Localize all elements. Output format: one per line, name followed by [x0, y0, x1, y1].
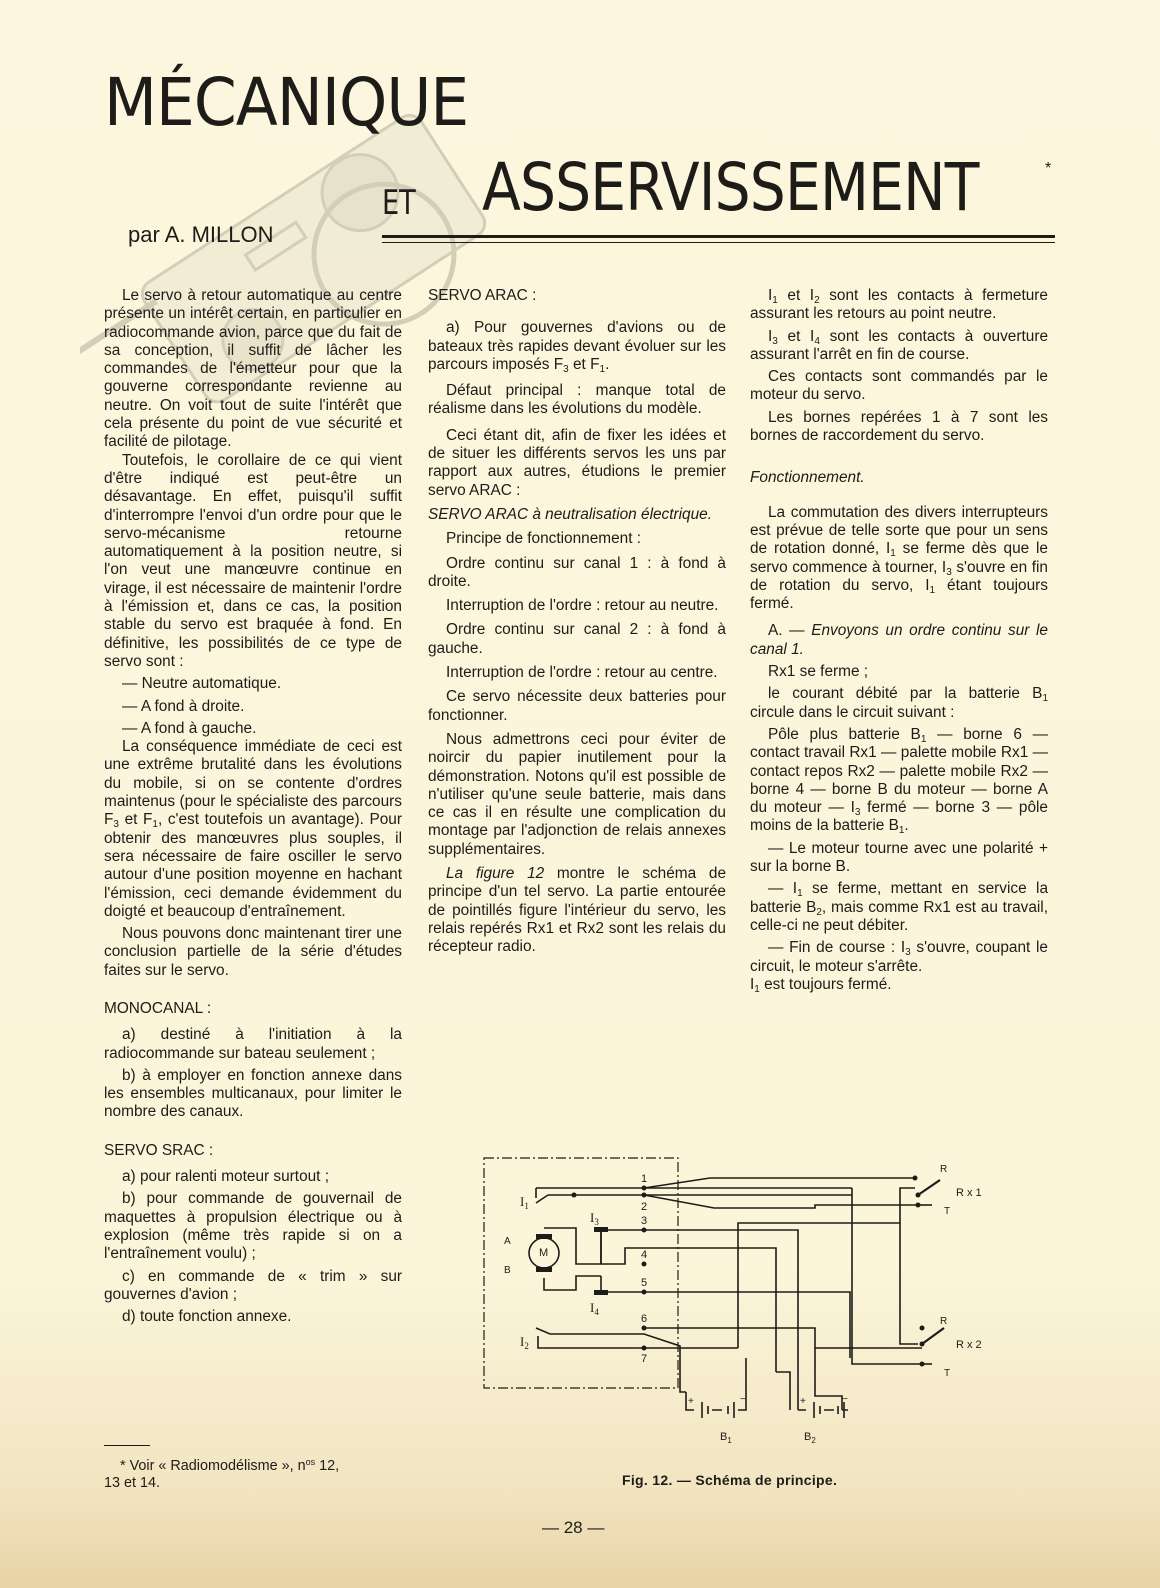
label-motor-m: M — [539, 1247, 549, 1259]
wire-b1-minus — [776, 1372, 790, 1410]
paragraph: le courant débité par la batterie $B_1$ circule dans le circuit suivant : — [750, 685, 1048, 721]
label-i2: $I_2$ — [520, 1334, 529, 1351]
list-item: — A fond à gauche. — [122, 719, 257, 737]
relay-rx2-label: R x 2 — [956, 1339, 982, 1351]
title-conjunction: ET — [382, 183, 416, 223]
servo-boundary — [484, 1158, 678, 1388]
label-i3: $I_3$ — [590, 1210, 599, 1227]
contact-i4 — [594, 1290, 608, 1295]
wire-b2-minus — [815, 1348, 842, 1410]
terminal-dots — [572, 1176, 925, 1367]
paragraph: Ceci étant dit, afin de fixer les idées et de situer les différents servos les uns par rapport aux autres, étudions le premier servo ARAC : — [428, 426, 726, 499]
figure-caption: Fig. 12. — Schéma de principe. — [622, 1472, 838, 1488]
label-motor-b: B — [504, 1265, 511, 1276]
wire-terminal-4 — [601, 1248, 776, 1372]
terminal-label: 2 — [641, 1201, 648, 1213]
paragraph: La figure 12 montre le schéma de principe d'un tel servo. La partie entourée de pointillés figure l'intérieur du servo, les relais repérés Rx1 et Rx2 sont les relais du récepteur radio. — [428, 865, 726, 956]
paragraph: Ordre continu sur canal 1 : à fond à droite. — [428, 554, 726, 590]
paragraph: Nous pouvons donc maintenant tirer une conclusion partielle de la série d'études faites sur le servo. — [104, 925, 402, 979]
section-heading-srac: SERVO SRAC : — [104, 1141, 214, 1159]
column-3 — [750, 287, 1048, 994]
paragraph: Rx1 se ferme ; — [768, 663, 869, 681]
paragraph: La conséquence immédiate de ceci est une extrême brutalité dans les évolutions du mobile, si on se contente d'ordres maintenus (pour le spécialiste des parcours $F_3$ et $F_1$, c'est toutefois un avantage). Pour obtenir des manœuvres plus souples, il sera nécessaire de faire osciller le servo autour d'une position moyenne en hachant l'émission, ceci demande évidemment du doigté et beaucoup d'entraînement. — [104, 738, 402, 920]
wire-rx1-common — [738, 1188, 915, 1348]
battery-b2-label: $B_2$ — [804, 1431, 816, 1445]
section-heading-fonctionnement: Fonctionnement. — [750, 469, 865, 487]
list-item: c) en commande de « trim » sur gouvernes d'avion ; — [104, 1267, 402, 1303]
paragraph: — Fin de course : $I_3$ s'ouvre, coupant le circuit, le moteur s'arrête. — [750, 939, 1048, 975]
wire-rx1-to-rx2-r — [900, 1223, 918, 1344]
list-item: a) pour ralenti moteur surtout ; — [122, 1168, 330, 1186]
title-footnote-marker: * — [1045, 160, 1052, 177]
list-item: — Neutre automatique. — [122, 675, 282, 693]
paragraph: Ces contacts sont commandés par le moteur du servo. — [750, 368, 1048, 404]
title-rule-thin — [382, 242, 1055, 243]
battery-b1 — [686, 1358, 746, 1418]
paragraph: La commutation des divers interrupteurs est prévue de telle sorte que pour un sens de rotation donné, $I_1$ se ferme dès que le servo commence à tourner, $I_3$ s'ouvre en fin de rotation du servo, $I_1$ étant toujours fermé. — [750, 503, 1048, 613]
title-rule-thick — [382, 235, 1055, 238]
author-byline: par A. MILLON — [128, 222, 274, 247]
list-item: a) Pour gouvernes d'avions ou de bateaux très rapides devant évoluer sur les parcours imposés $F_3$ et $F_1$. — [428, 319, 726, 375]
subheading-arac-electrique: SERVO ARAC à neutralisation électrique. — [428, 505, 713, 523]
paragraph: Défaut principal : manque total de réalisme dans les évolutions du modèle. — [428, 382, 726, 418]
terminal-label: 4 — [641, 1249, 648, 1261]
figure-reference: La figure 12 — [446, 865, 545, 883]
paragraph: Ordre continu sur canal 2 : à fond à gauche. — [428, 621, 726, 657]
wire-terminal-7 — [538, 1336, 738, 1348]
paragraph: $I_1$ est toujours fermé. — [750, 975, 892, 995]
wire-6-to-rx2 — [644, 1328, 922, 1348]
paragraph: Interruption de l'ordre : retour au neutre. — [446, 597, 719, 615]
paragraph: $I_3$ et $I_4$ sont les contacts à ouverture assurant l'arrêt en fin de course. — [750, 327, 1049, 363]
list-item: — A fond à droite. — [122, 697, 245, 715]
paragraph: — $I_1$ se ferme, mettant en service la batterie $B_2$, mais comme Rx1 est au travail, celle-ci ne peut débiter. — [750, 880, 1048, 934]
terminal-label: 5 — [641, 1277, 648, 1289]
page-number: — 28 — — [542, 1518, 605, 1537]
title-line-2: ASSERVISSEMENT — [482, 149, 979, 226]
relay-rx2-t-label: T — [944, 1368, 951, 1379]
switch-i1 — [536, 1195, 548, 1203]
contact-i3 — [594, 1227, 608, 1232]
list-item: a) destiné à l'initiation à la radiocommande sur bateau seulement ; — [104, 1026, 402, 1062]
wire-1-to-rx1-r — [644, 1178, 915, 1188]
footnote-rule — [104, 1445, 150, 1446]
footnote: * Voir « Radiomodélisme », $n^{os}$ 12, 13 et 14. — [104, 1457, 340, 1491]
wire-2-to-rx1-t — [644, 1195, 918, 1208]
section-heading-arac: SERVO ARAC : — [428, 287, 537, 304]
paragraph: Le servo à retour automatique au centre présente un intérêt certain, en particulier en radiocommande avion, parce que du fait de sa conception, il suffit de lâcher les commandes de l'émetteur pour que la gouverne correspondante revienne au neutre. On voit tout de suite l'intérêt que cela présente du point de vue sécurité et facilité de pilotage. — [104, 287, 402, 451]
list-item: b) pour commande de gouvernail de maquettes à propulsion électrique ou à explosion (même très rapide si on a l'entraînement voulu) ; — [104, 1190, 402, 1263]
paragraph: Les bornes repérées 1 à 7 sont les bornes de raccordement du servo. — [750, 408, 1048, 445]
circuit-diagram — [470, 1148, 1030, 1448]
label-motor-a: A — [504, 1236, 511, 1247]
battery-b1-label: $B_1$ — [720, 1431, 732, 1445]
column-2 — [428, 287, 726, 957]
terminal-label: 7 — [641, 1353, 648, 1365]
wire-rx2-t — [852, 1188, 922, 1364]
list-item: b) à employer en fonction annexe dans les ensembles multicanaux, pour limiter le nombre des canaux. — [104, 1066, 402, 1121]
label-i1: $I_1$ — [520, 1194, 529, 1211]
terminal-label: 1 — [641, 1173, 648, 1185]
section-heading-monocanal: MONOCANAL : — [104, 999, 212, 1017]
wire-terminal-3 — [601, 1230, 798, 1358]
paragraph: Principe de fonctionnement : — [446, 530, 642, 548]
paragraph: Interruption de l'ordre : retour au centre. — [446, 664, 718, 682]
wire-terminal-1 — [536, 1188, 852, 1198]
title-line-1: MÉCANIQUE — [104, 64, 469, 141]
battery-b2-plus: + — [800, 1396, 806, 1407]
paragraph: — Le moteur tourne avec une polarité + sur la borne B. — [750, 839, 1048, 876]
label-i4: $I_4$ — [590, 1300, 599, 1317]
relay-rx1-t-label: T — [944, 1206, 951, 1217]
relay-rx1-label: R x 1 — [956, 1187, 982, 1199]
terminal-label: 3 — [641, 1215, 648, 1227]
paragraph: A. — Envoyons un ordre continu sur le canal 1. — [750, 622, 1048, 658]
battery-b1-minus: − — [740, 1394, 746, 1405]
column-1 — [104, 287, 402, 1326]
paragraph: Ce servo nécessite deux batteries pour fonctionner. — [428, 688, 726, 724]
battery-b2-minus: − — [842, 1394, 848, 1405]
paragraph: Pôle plus batterie $B_1$ — borne 6 — contact travail Rx1 — palette mobile Rx1 — contact repos Rx2 — palette mobile Rx2 — borne 4 — borne B du moteur — borne A du moteur — $I_3$ fermé — borne 3 — pôle moins de la batterie $B_1$. — [750, 725, 1049, 837]
motor-wire-b — [544, 1276, 601, 1290]
paragraph: $I_1$ et $I_2$ sont les contacts à fermeture assurant les retours au point neutre. — [750, 287, 1048, 323]
list-item: d) toute fonction annexe. — [122, 1308, 292, 1326]
battery-b1-plus: + — [688, 1396, 694, 1407]
terminal-label: 6 — [641, 1313, 648, 1325]
relay-rx2-switch — [922, 1328, 944, 1344]
paragraph: Toutefois, le corollaire de ce qui vient d'être indiqué est peut-être un désavantage. En effet, puisqu'il suffit d'interrompre l'envoi d'un ordre pour que le servo-mécanisme retourne automatiquement à la position neutre, si l'on veut une manœuvre continue en virage, il est nécessaire de maintenir l'ordre à l'émission et, dans ce cas, la position stable du servo est braquée à fond. En définitive, les possibilités de ce type de servo sont : — [104, 451, 402, 670]
paragraph: Nous admettrons ceci pour éviter de noircir du papier inutilement pour la démonstration. Notons qu'il est possible de n'utiliser qu'une seule batterie, mais dans ce cas il en résulte une complication du montage par l'adjonction de relais annexes supplémentaires. — [428, 730, 726, 858]
relay-rx1-r-label: R — [940, 1164, 948, 1175]
relay-rx1-switch — [918, 1180, 940, 1195]
relay-rx2-r-label: R — [940, 1316, 948, 1327]
wire-terminal-6 — [536, 1328, 686, 1392]
motor-wire-a — [544, 1228, 601, 1264]
